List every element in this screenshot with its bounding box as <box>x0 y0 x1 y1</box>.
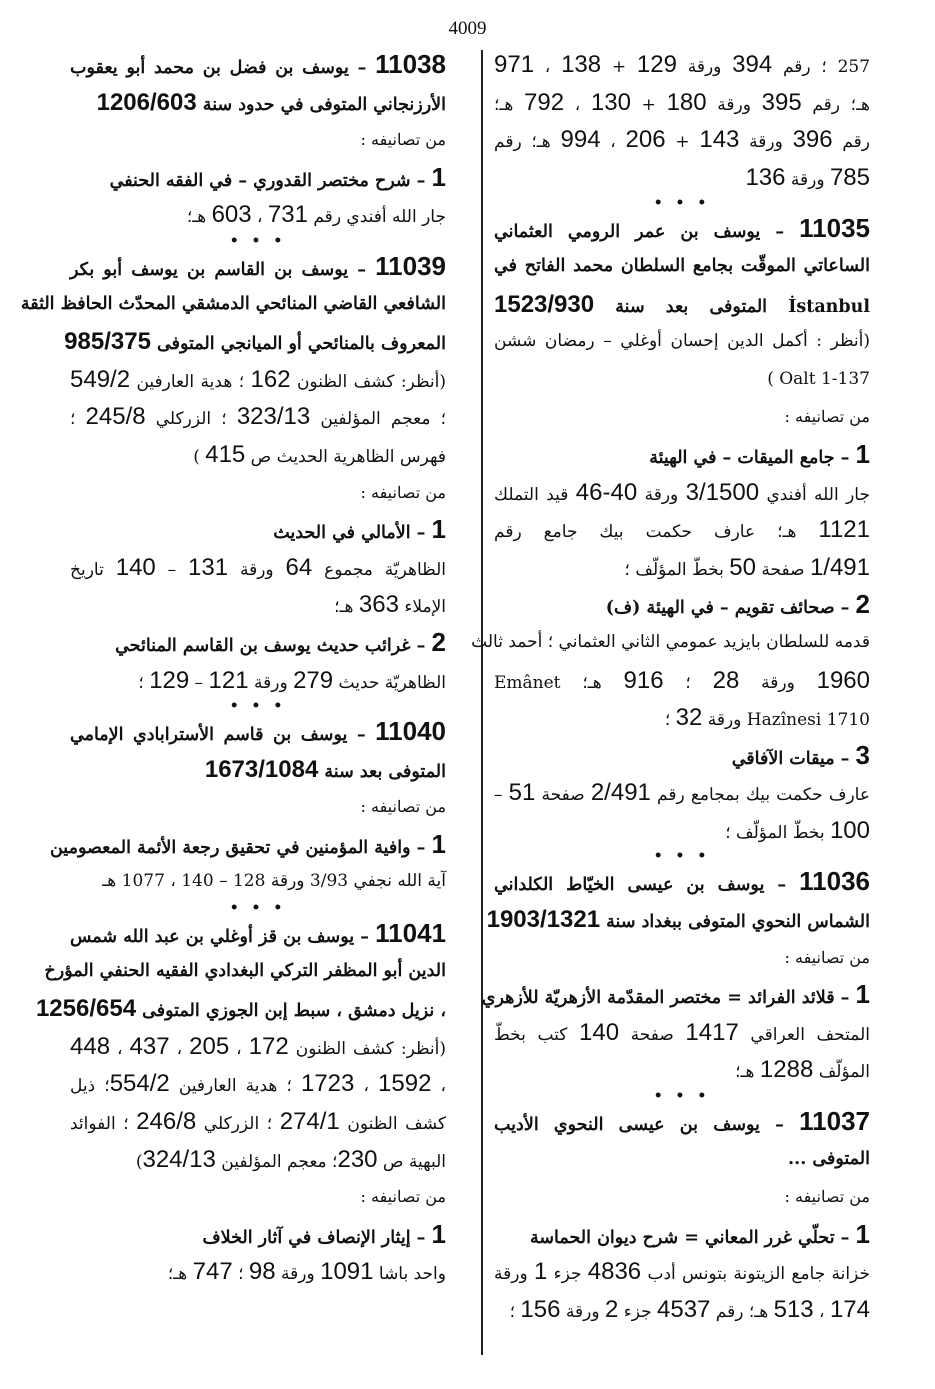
entry-heading-line <box>486 901 870 939</box>
number: 131 <box>188 553 229 581</box>
text-line <box>70 586 446 624</box>
text-run: صفحة <box>535 785 591 806</box>
text-run: هـ؛ رقم <box>801 94 871 115</box>
text-line <box>494 662 870 700</box>
entry-number: 1 <box>431 514 446 545</box>
left-column <box>20 46 447 1291</box>
entry-separator: • • • <box>229 698 287 715</box>
number: 554/2 <box>109 1070 170 1098</box>
text-run: الشماس النحوي المتوفى ببغداد سنة <box>600 912 870 933</box>
text-run: ورقة <box>494 1264 534 1285</box>
text-run: – تحلّي غرر المعاني = شرح ديوان الحماسة <box>530 1227 856 1248</box>
entry-heading-line <box>20 286 446 324</box>
number: 971 <box>494 51 535 78</box>
text-run: ورقة <box>560 1302 605 1322</box>
text-run: – يوسف بن عيسى الخيّاط الكلداني <box>494 875 800 896</box>
number: 785 <box>829 163 870 191</box>
text-run: ؛ معجم المؤلفين <box>310 409 446 430</box>
entry-number: 1 <box>855 1218 870 1249</box>
text-line <box>494 939 870 977</box>
column-divider <box>481 50 483 1355</box>
number: 1960 <box>816 666 870 694</box>
text-run: ورقة <box>228 559 286 580</box>
text-run: (أنظر: كشف الظنون <box>290 371 446 392</box>
number: 156 <box>520 1296 561 1323</box>
number: 549/2 <box>70 365 131 393</box>
text-run: هـ؛ عارف حكمت بيك جامع رقم <box>494 522 819 543</box>
number: 28 <box>712 666 740 694</box>
number: 363 <box>358 591 399 619</box>
number: 64 <box>285 553 313 581</box>
text-run: ، <box>169 1038 190 1059</box>
text-run: – صحائف تقويم – في الهيئة (ف) <box>605 598 856 619</box>
number: 1673/1084 <box>204 755 319 783</box>
text-run: ورقة <box>739 672 817 693</box>
text-run: – وافية المؤمنين في تحقيق رجعة الأئمة المعصومين <box>49 837 432 858</box>
number: 1121 <box>818 516 870 544</box>
text-run: – يوسف بن القاسم بن يوسف أبو بكر <box>70 259 376 280</box>
text-run: ، نزيل دمشق ، سبط إبن الجوزي المتوفى <box>136 1001 446 1022</box>
entry-heading-line <box>494 248 870 286</box>
number: 246/8 <box>136 1108 197 1136</box>
number: 129 <box>149 666 190 694</box>
text-run: ، <box>534 57 562 77</box>
entry-number: 1 <box>431 161 446 192</box>
entry-number: 2 <box>431 626 446 657</box>
text-line <box>70 196 446 234</box>
text-run: + <box>601 57 637 77</box>
number: 4537 <box>657 1296 711 1323</box>
entry-heading-line <box>481 976 870 1014</box>
entry-number: 2 <box>855 589 870 620</box>
entry-number: 3 <box>855 739 870 770</box>
number: 121 <box>208 666 249 694</box>
number: 245/8 <box>85 403 146 431</box>
number: 324/13 <box>142 1145 216 1173</box>
text-run: ، <box>813 1302 830 1322</box>
text-line <box>70 1141 446 1179</box>
text-line <box>494 774 870 812</box>
text-line <box>494 323 870 361</box>
text-run: – يوسف بن قز أوغلي بن عبد الله شمس <box>70 927 376 948</box>
text-run: هـ؛ رقم <box>494 132 561 153</box>
number: 230 <box>337 1145 378 1173</box>
text-run: من تصانيفه : <box>784 947 870 967</box>
number: 140 <box>579 1018 620 1046</box>
text-run: Oalt 1-137 ) <box>767 368 870 389</box>
number: 1206/603 <box>96 88 197 116</box>
text-run: ؛ الزركلي <box>196 1114 280 1135</box>
entry-separator: • • • <box>229 900 287 917</box>
text-run: جار الله أفندي <box>759 484 870 505</box>
number: 1 <box>533 1258 548 1286</box>
entry-heading-line <box>70 46 446 84</box>
text-run: تاريخ <box>70 559 116 580</box>
text-run: هـ؛ <box>334 597 359 618</box>
text-run: ، <box>251 207 268 228</box>
text-run: ؛ <box>138 672 150 693</box>
text-line <box>494 699 870 737</box>
number: 274/1 <box>279 1108 340 1136</box>
text-run: – <box>155 559 189 580</box>
text-run: (أنظر: كشف الظنون <box>288 1038 447 1059</box>
text-run: هـ؛ رقم <box>710 1302 774 1322</box>
text-run: + <box>630 94 667 115</box>
text-line <box>494 812 870 850</box>
number: 129 <box>636 51 677 78</box>
entry-number: 11040 <box>375 716 446 747</box>
number: 140 <box>115 553 156 581</box>
entry-number: 11039 <box>375 250 446 281</box>
text-run: ؛ هدية العارفين <box>130 371 251 392</box>
text-line <box>70 549 446 587</box>
entry-separator: • • • <box>229 232 287 249</box>
text-run: الدين أبو المظفر التركي البغدادي الفقيه الحنفي المؤرخ <box>44 960 446 981</box>
entry-separator: • • • <box>653 1088 711 1105</box>
text-line <box>70 361 446 399</box>
entry-number: 1 <box>855 438 870 469</box>
number: 603 <box>211 201 252 229</box>
text-run: – قلائد الفرائد = مختصر المقدّمة الأزهريّة للأزهري <box>481 988 856 1009</box>
number: 1592 <box>378 1070 432 1098</box>
entry-heading-line <box>70 713 446 751</box>
number: 513 <box>773 1296 814 1323</box>
text-line <box>70 662 446 700</box>
text-run: هـ؛ <box>735 1062 760 1083</box>
number: 1091 <box>320 1258 374 1286</box>
text-run: فهرس الظاهرية الحديث ص <box>245 446 446 467</box>
number: 136 <box>745 163 786 191</box>
text-line <box>70 863 446 901</box>
text-run: من تصانيفه : <box>784 407 870 427</box>
page-number: 4009 <box>448 18 487 39</box>
text-run: – يوسف بن عيسى النحوي الأديب <box>494 1115 800 1136</box>
text-run: كشف الظنون <box>339 1114 446 1135</box>
text-line <box>70 788 446 826</box>
text-run: – <box>189 672 209 693</box>
text-line <box>494 361 870 399</box>
right-column <box>471 46 871 1329</box>
number: 172 <box>248 1032 289 1060</box>
text-run: 257 <box>826 57 871 77</box>
entry-number: 11038 <box>375 49 446 79</box>
text-run: صفحة <box>756 559 810 580</box>
text-run: بخطّ المؤلّف ؛ <box>624 559 730 580</box>
text-run: قدمه للسلطان بايزيد عمومي الثاني العثماني ؛ أحمد ثالث <box>471 631 870 652</box>
text-line <box>494 121 870 159</box>
number: 1523/930 <box>494 290 595 318</box>
text-run: – إيثار الإنصاف في آثار الخلاف <box>202 1227 432 1248</box>
entry-heading-line <box>70 751 446 789</box>
text-run: ورقة <box>676 57 733 77</box>
number: 1903/1321 <box>486 906 601 934</box>
number: 437 <box>129 1032 170 1060</box>
text-run: الظاهريّة حديث <box>333 672 446 693</box>
text-run: – شرح مختصر القدوري – في الفقه الحنفي <box>109 170 432 191</box>
number: 143 <box>699 126 740 154</box>
entry-heading-line <box>494 210 870 248</box>
text-run: ؛ <box>232 1264 249 1285</box>
text-line <box>70 1178 446 1216</box>
text-line <box>471 624 870 662</box>
text-run: ورقة <box>706 94 762 115</box>
number: 3/1500 <box>685 478 760 506</box>
text-run: – يوسف بن عمر الرومي العثماني <box>494 222 800 243</box>
text-run: ؛ <box>509 1302 521 1322</box>
text-line <box>494 511 870 549</box>
number: 395 <box>761 88 802 116</box>
entry-heading-line <box>44 953 446 991</box>
entry-heading-line <box>494 1216 870 1254</box>
text-run: ؛ الزركلي <box>145 409 237 430</box>
text-run: ورقة <box>637 484 686 505</box>
entry-heading-line <box>494 436 870 474</box>
entry-heading-line <box>494 1103 870 1141</box>
text-run: ؛ الفوائد <box>70 1114 137 1135</box>
text-run: المتوفى ... <box>788 1148 870 1169</box>
entry-heading-line <box>70 1216 446 1254</box>
text-line <box>70 398 446 436</box>
text-run: – غرائب حديث يوسف بن القاسم المنائحي <box>115 635 432 656</box>
entry-heading-line <box>35 990 446 1028</box>
text-run: ورقة <box>739 132 793 153</box>
text-run: المتحف العراقي <box>738 1024 870 1045</box>
text-run: الشافعي القاضي المنائحي الدمشقي المحدّث الحافظ الثقة <box>20 293 446 314</box>
text-line <box>494 46 870 84</box>
text-run: من تصانيفه : <box>360 130 446 150</box>
number: 205 <box>189 1032 230 1060</box>
number: 4836 <box>587 1258 642 1286</box>
text-run: الإملاء <box>398 597 446 618</box>
entry-heading-line <box>494 737 870 775</box>
text-run: الساعاتي الموقّت بجامع السلطان محمد الفاتح في <box>494 255 870 276</box>
text-run: ، <box>564 94 591 115</box>
text-run: هـ؛ <box>186 207 212 228</box>
number: 51 <box>508 779 536 807</box>
text-run: كتب بخطّ <box>494 1024 579 1045</box>
number: 2 <box>604 1296 619 1323</box>
number: 138 <box>561 51 602 78</box>
text-run: من تصانيفه : <box>360 482 446 502</box>
text-run: – <box>494 785 509 806</box>
text-run: ؛ <box>663 672 713 693</box>
number: 731 <box>267 201 308 229</box>
text-line <box>494 1178 870 1216</box>
entry-heading-line <box>70 248 446 286</box>
number: 98 <box>248 1258 276 1286</box>
entry-number: 11037 <box>799 1106 870 1137</box>
number: 994 <box>560 126 601 154</box>
number: 396 <box>792 126 833 154</box>
text-line <box>494 549 870 587</box>
text-line <box>494 398 870 436</box>
entry-separator: • • • <box>653 848 711 865</box>
entry-number: 11035 <box>799 213 870 244</box>
text-run: البهية ص <box>377 1151 446 1172</box>
text-run: ورقة <box>275 1264 321 1285</box>
number: 162 <box>250 365 291 393</box>
text-line <box>70 1065 446 1103</box>
entry-heading-line <box>494 586 870 624</box>
text-line <box>494 1014 870 1052</box>
number: 792 <box>524 88 565 116</box>
number: 323/13 <box>236 403 311 431</box>
text-line <box>70 436 446 474</box>
text-run: ، <box>229 1038 249 1059</box>
entry-heading-line <box>494 286 870 324</box>
number: 415 <box>205 440 246 468</box>
text-run: عارف حكمت بيك بمجامع رقم <box>650 785 870 806</box>
text-run: من تصانيفه : <box>784 1187 870 1207</box>
text-run: ؛ ذيل <box>70 1076 110 1097</box>
entry-heading-line <box>70 159 446 197</box>
text-run: قيد التملك <box>494 484 576 505</box>
text-line <box>494 1253 870 1291</box>
entry-heading-line <box>70 624 446 662</box>
text-run: ورقة <box>248 672 294 693</box>
number: 100 <box>829 816 870 844</box>
text-run: صفحة <box>619 1024 686 1045</box>
text-run: – الأمالي في الحديث <box>273 523 432 544</box>
text-run: بخطّ المؤلّف ؛ <box>725 822 830 843</box>
entry-separator: • • • <box>653 195 711 212</box>
text-run: هـ؛ <box>167 1264 193 1285</box>
number: 40-46 <box>575 478 638 506</box>
number: 985/375 <box>64 328 151 356</box>
text-run: – يوسف بن فضل بن محمد أبو يعقوب <box>70 58 376 78</box>
text-run: ؛ <box>70 409 86 430</box>
entry-heading-line <box>70 511 446 549</box>
number: 448 <box>70 1032 111 1060</box>
text-line <box>494 1291 870 1329</box>
text-run: من تصانيفه : <box>360 1187 446 1207</box>
entry-heading-line <box>70 915 446 953</box>
text-run: من تصانيفه : <box>360 797 446 817</box>
text-run: جزء <box>618 1302 657 1322</box>
number: 1417 <box>685 1018 739 1046</box>
text-run: هـ؛ Emânet <box>494 672 624 693</box>
number: 180 <box>666 88 707 116</box>
number: 130 <box>590 88 631 116</box>
text-run: هـ؛ <box>494 94 525 115</box>
text-run: ) <box>135 1151 143 1172</box>
text-run: رقم <box>832 132 871 153</box>
number: 279 <box>293 666 334 694</box>
text-line <box>70 1253 446 1291</box>
text-run: آية الله نجفي 3/93 ورقة 128 – 140 ، 1077 هـ <box>102 871 446 892</box>
text-run: جار الله أفندي رقم <box>307 207 446 228</box>
entry-heading-line <box>70 84 446 122</box>
number: 2/491 <box>590 779 651 807</box>
text-run: ؛ رقم <box>772 57 827 77</box>
text-run: المعروف بالمنائحي أو الميانجي المتوفى <box>150 334 446 355</box>
number: 747 <box>192 1258 233 1286</box>
text-run: ؛ <box>664 710 676 731</box>
text-run: ، <box>354 1076 379 1097</box>
entry-number: 1 <box>431 828 446 859</box>
text-run: ورقة <box>785 169 830 190</box>
entry-number: 11036 <box>799 866 870 897</box>
text-line <box>70 474 446 512</box>
number: 1723 <box>300 1070 355 1098</box>
number: 394 <box>732 51 773 78</box>
text-run: خزانة جامع الزيتونة بتونس أدب <box>641 1264 870 1285</box>
text-run: ؛ هدية العارفين <box>169 1076 301 1097</box>
number: 1256/654 <box>35 995 137 1023</box>
text-run: ، <box>110 1038 130 1059</box>
number: 1/491 <box>809 553 870 581</box>
entry-heading-line <box>494 1141 870 1179</box>
text-run: ) <box>193 446 206 467</box>
text-line <box>70 1103 446 1141</box>
text-run: ؛ معجم المؤلفين <box>215 1151 338 1172</box>
number: 174 <box>829 1296 870 1323</box>
text-line <box>494 474 870 512</box>
text-line <box>494 159 870 197</box>
text-run: جزء <box>547 1264 588 1285</box>
text-run: المؤلّف <box>813 1062 870 1083</box>
text-line <box>70 1028 446 1066</box>
text-run: Hazînesi 1710 ورقة <box>702 710 870 731</box>
text-run: – ميقات الآفاقي <box>731 748 856 769</box>
text-run: – يوسف بن قاسم الأسترابادي الإمامي <box>70 725 376 746</box>
text-run: واحد باشا <box>373 1264 446 1285</box>
entry-heading-line <box>494 863 870 901</box>
text-run: (أنظر : أكمل الدين إحسان أوغلي – رمضان ششن <box>494 331 870 352</box>
text-run: + <box>665 132 700 153</box>
entry-number: 11041 <box>375 918 446 949</box>
text-run: الظاهريّة مجموع <box>312 559 447 580</box>
entry-number: 1 <box>431 1218 446 1249</box>
number: 206 <box>625 126 666 154</box>
text-run: ، <box>600 132 626 153</box>
text-line <box>70 121 446 159</box>
text-run: الأرزنجاني المتوفى في حدود سنة <box>196 94 446 115</box>
text-run: ، <box>431 1076 447 1097</box>
number: 1288 <box>759 1056 814 1084</box>
number: 50 <box>729 553 756 581</box>
number: 32 <box>675 704 703 732</box>
entry-heading-line <box>49 826 446 864</box>
number: 916 <box>623 666 664 694</box>
text-run: – جامع الميقات – في الهيئة <box>649 447 856 468</box>
text-line <box>494 84 870 122</box>
entry-heading-line <box>64 323 446 361</box>
entry-number: 1 <box>855 979 870 1010</box>
text-line <box>494 1051 870 1089</box>
text-run: İstanbul المتوفى بعد سنة <box>594 296 870 317</box>
text-run: المتوفى بعد سنة <box>318 761 446 782</box>
